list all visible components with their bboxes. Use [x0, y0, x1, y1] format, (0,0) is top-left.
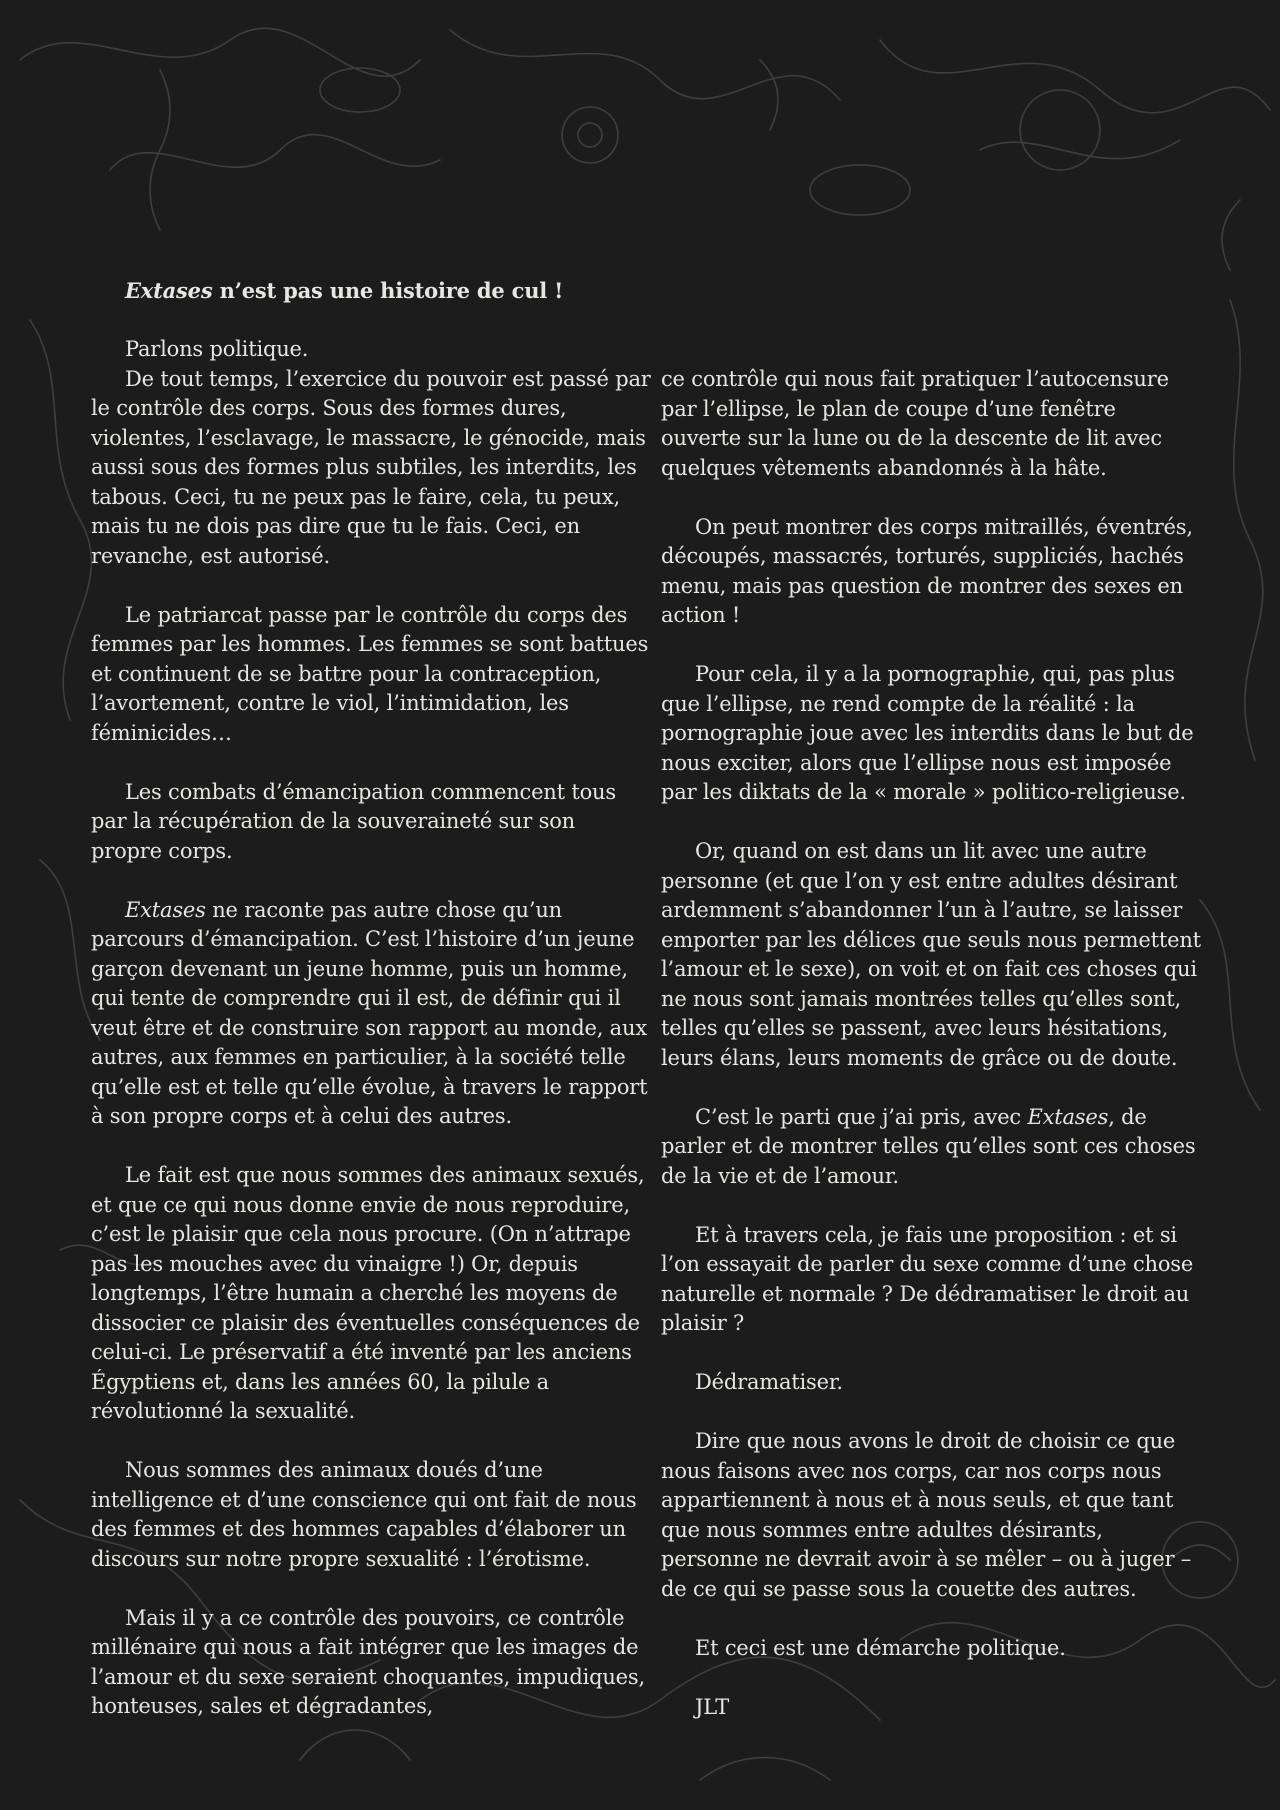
paragraph [661, 365, 1201, 483]
italic-title: Extases [125, 897, 206, 922]
paragraph-text: Or, quand on est dans un lit avec une autre personne (et que l’on y est entre adultes désirant ardemment s’abandonner l’un à l’autre, se laisser emporter par les délices que seuls nous permettent l’amour et le sexe), on voit et on fait ces choses qui ne nous sont jamais montrées telles qu’elles sont, telles qu’elles se passent, avec leurs hésitations, leurs élans, leurs moments de grâce ou de doute. [661, 839, 1201, 1070]
paragraph-text: Le patriarcat passe par le contrôle du corps des femmes par les hommes. Les femmes se sont battues et continuent de se battre pour la contraception, l’avortement, contre le viol, l’intimidation, les féminicides… [91, 602, 649, 745]
paragraph-text: Pour cela, il y a la pornographie, qui, pas plus que l’ellipse, ne rend compte de la réalité : la pornographie joue avec les interdits dans le but de nous exciter, alors que l’ellipse nous est imposée par les diktats de la « morale » politico-religieuse. [661, 662, 1194, 804]
italic-title: Extases [1027, 1104, 1109, 1129]
paragraph-text: ce contrôle qui nous fait pratiquer l’autocensure par l’ellipse, le plan de coupe d’une fenêtre ouverte sur la lune ou de la descente de lit avec quelques vêtements abandonnés à la hâte. [661, 367, 1169, 480]
paragraph-text: ne raconte pas autre chose qu’un parcours d’émancipation. C’est l’histoire d’un jeune garçon devenant un jeune homme, puis un homme, qui tente de comprendre qui il est, de définir qui il veut être et de construire son rapport au monde, aux autres, aux femmes en particulier, à la société telle qu’elle est et telle qu’elle évolue, à travers le rapport à son propre corps et à celui des autres. [91, 897, 648, 1128]
paragraph-text: Et ceci est une démarche politique. [695, 1635, 1066, 1660]
paragraph-text: On peut montrer des corps mitraillés, éventrés, découpés, massacrés, torturés, suppliciés, hachés menu, mais pas question de montrer des sexes en action ! [661, 514, 1193, 627]
paragraph [91, 1161, 651, 1427]
paragraph-text: JLT [695, 1694, 730, 1719]
paragraph [91, 1604, 651, 1722]
paragraph [661, 1693, 1201, 1723]
paragraph [91, 778, 651, 867]
paragraph [661, 837, 1201, 1073]
paragraph-text: Le fait est que nous sommes des animaux sexués, et que ce qui nous donne envie de nous reproduire, c’est le plaisir que cela nous procure. (On n’attrape pas les mouches avec du vinaigre !) Or, depuis longtemps, l’être humain a cherché les moyens de dissocier ce plaisir des éventuelles conséquences de celui-ci. Le préservatif a été inventé par les anciens Égyptiens et, dans les années 60, la pilule a révolutionné la sexualité. [91, 1163, 645, 1423]
paragraph-text: Et à travers cela, je fais une proposition : et si l’on essayait de parler du sexe comme d’une chose naturelle et normale ? De dédramatiser le droit au plaisir ? [661, 1222, 1194, 1335]
title-italic: Extases [125, 278, 213, 303]
paragraph [661, 1427, 1201, 1604]
paragraph [661, 1634, 1201, 1664]
paragraph-text: C’est le parti que j’ai pris, avec [695, 1104, 1028, 1129]
paragraph-text: Nous sommes des animaux doués d’une intelligence et d’une conscience qui ont fait de nous des femmes et des hommes capables d’élaborer un discours sur notre propre sexualité : l’érotisme. [91, 1458, 637, 1571]
right-paragraphs [661, 365, 1201, 1722]
left-paragraphs [91, 335, 651, 1722]
paragraph-text: Dire que nous avons le droit de choisir ce que nous faisons avec nos corps, car nos corps nous appartiennent à nous et à nous seuls, et que tant que nous sommes entre adultes désirants, personne ne devrait avoir à se mêler – ou à juger – de ce qui se passe sous la couette des autres. [661, 1429, 1192, 1601]
article-title [91, 276, 651, 306]
paragraph [91, 365, 651, 572]
paragraph [661, 1221, 1201, 1339]
right-column [661, 365, 1201, 1722]
paragraph [661, 1368, 1201, 1398]
paragraph [91, 896, 651, 1132]
paragraph [661, 1103, 1201, 1192]
paragraph-text: Dédramatiser. [695, 1370, 843, 1394]
paragraph-text: Parlons politique. [125, 337, 309, 361]
title-rest: n’est pas une histoire de cul ! [212, 278, 564, 303]
paragraph [661, 513, 1201, 631]
paragraph-text: Les combats d’émancipation commencent tous par la récupération de la souveraineté sur son propre corps. [91, 779, 616, 863]
paragraph [91, 335, 651, 365]
paragraph-text: Mais il y a ce contrôle des pouvoirs, ce contrôle millénaire qui nous a fait intégrer que les images de l’amour et du sexe seraient choquantes, impudiques, honteuses, sales et dégradantes, [91, 1605, 645, 1718]
paragraph [661, 660, 1201, 808]
paragraph [91, 601, 651, 749]
paragraph-text: De tout temps, l’exercice du pouvoir est passé par le contrôle des corps. Sous des formes dures, violentes, l’esclavage, le massacre, le génocide, mais aussi sous des formes plus subtiles, les interdits, les tabous. Ceci, tu ne peux pas le faire, cela, tu peux, mais tu ne dois pas dire que tu le fais. Ceci, en revanche, est autorisé. [91, 366, 651, 568]
left-column [91, 276, 651, 1722]
paragraph-text: , de parler et de montrer telles qu’elles sont ces choses de la vie et de l’amour. [661, 1104, 1196, 1188]
paragraph [91, 1456, 651, 1574]
